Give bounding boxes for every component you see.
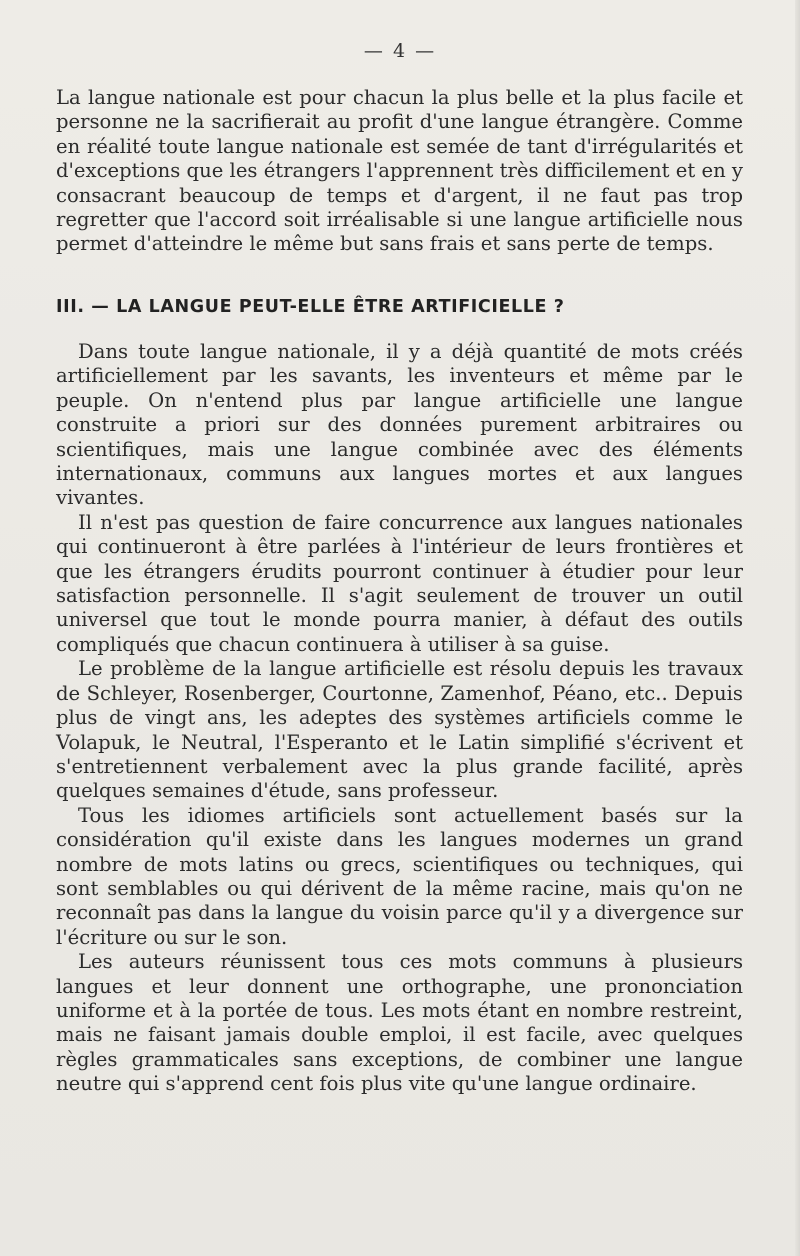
section-paragraph-3: Le problème de la langue artificielle est résolu depuis les travaux de Schleyer, Rosenberger, Courtonne, Zamenhof, Péano, etc.. Depuis plus de vingt ans, les adeptes des systèmes artificiels comme le Volapuk, le Neutral, l'Esperanto et le Latin simplifié s'écrivent et s'entretiennent verbalement avec la plus grande facilité, après quelques semaines d'étude, sans professeur. bbox=[56, 657, 743, 803]
section-heading: III. — LA LANGUE PEUT-ELLE ÊTRE ARTIFICIELLE ? bbox=[56, 297, 565, 317]
section-body bbox=[56, 340, 743, 1097]
section-paragraph-5: Les auteurs réunissent tous ces mots communs à plusieurs langues et leur donnent une orthographe, une prononciation uniforme et à la portée de tous. Les mots étant en nombre restreint, mais ne faisant jamais double emploi, il est facile, avec quelques règles grammaticales sans exceptions, de combiner une langue neutre qui s'apprend cent fois plus vite qu'une langue ordinaire. bbox=[56, 950, 743, 1096]
page-number: — 4 — bbox=[363, 40, 437, 62]
section-paragraph-1: Dans toute langue nationale, il y a déjà quantité de mots créés artificiellement par les savants, les inventeurs et même par le peuple. On n'entend plus par langue artificielle une langue construite a priori sur des données purement arbitraires ou scientifiques, mais une langue combinée avec des éléments internationaux, communs aux langues mortes et aux langues vivantes. bbox=[56, 340, 743, 510]
opening-paragraph: La langue nationale est pour chacun la plus belle et la plus facile et personne ne la sacrifierait au profit d'une langue étrangère. Comme en réalité toute langue nationale est semée de tant d'irrégularités et d'exceptions que les étrangers l'apprennent très difficilement et en y consacrant beaucoup de temps et d'argent, il ne faut pas trop regretter que l'accord soit irréalisable si une langue artificielle nous permet d'atteindre le même but sans frais et sans perte de temps. bbox=[56, 86, 743, 256]
opening-paragraph-block bbox=[56, 86, 743, 257]
page-edge bbox=[795, 0, 800, 1256]
section-paragraph-2: Il n'est pas question de faire concurrence aux langues nationales qui continueront à être parlées à l'intérieur de leurs frontières et que les étrangers érudits pourront continuer à étudier pour leur satisfaction personnelle. Il s'agit seulement de trouver un outil universel que tout le monde pourra manier, à défaut des outils compliqués que chacun continuera à utiliser à sa guise. bbox=[56, 510, 743, 656]
section-paragraph-4: Tous les idiomes artificiels sont actuellement basés sur la considération qu'il existe dans les langues modernes un grand nombre de mots latins ou grecs, scientifiques ou techniques, qui sont semblables ou qui dérivent de la même racine, mais qu'on ne reconnaît pas dans la langue du voisin parce qu'il y a divergence sur l'écriture ou sur le son. bbox=[56, 803, 743, 949]
